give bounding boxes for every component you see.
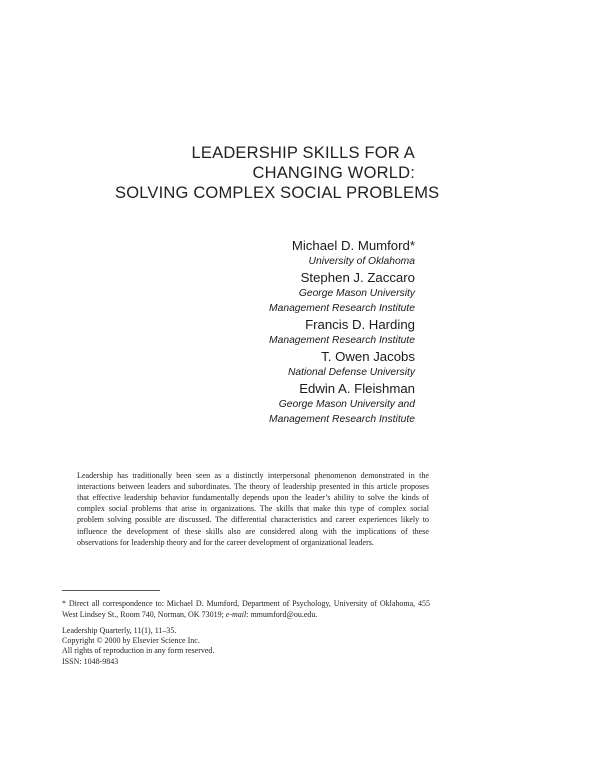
correspondence-footnote [62, 598, 430, 620]
email-address: : mmumford@ou.edu. [246, 610, 318, 619]
title-line: CHANGING WORLD: [252, 164, 415, 182]
author-affiliation: George Mason University [298, 288, 415, 299]
author-affiliation: Management Research Institute [269, 335, 415, 346]
copyright-line: Copyright © 2000 by Elsevier Science Inc. [62, 636, 200, 646]
author-affiliation: George Mason University and [278, 399, 415, 410]
author-name: T. Owen Jacobs [321, 349, 415, 364]
author-name: Michael D. Mumford* [291, 238, 415, 253]
paper-title [115, 143, 440, 203]
author-block [95, 237, 415, 269]
footnote-divider [62, 590, 160, 591]
title-line: SOLVING COMPLEX SOCIAL PROBLEMS [115, 184, 440, 202]
footnote-text: * Direct all correspondence to: Michael D. Mumford, Department of Psychology, University of Oklahoma, 455 West Lindsey St., Room 740, Norman, OK 73019; [62, 599, 430, 619]
author-name: Edwin A. Fleishman [299, 381, 415, 396]
author-block [95, 269, 415, 316]
title-line: LEADERSHIP SKILLS FOR A [191, 144, 415, 162]
author-name: Stephen J. Zaccaro [300, 270, 415, 285]
abstract: Leadership has traditionally been seen as a distinctly interpersonal phenomenon demonstrated in the interactions between leaders and subordinates. The theory of leadership presented in this article proposes that effective leadership behavior fundamentally depends upon the leader’s ability to solve the kinds of complex social problems that arise in organizations. The skills that make this type of complex social problem solving possible are discussed. The differential characteristics and career experiences likely to influence the development of these skills also are considered along with the implications of these observations for leadership theory and for the career development of organizational leaders. [77, 471, 429, 547]
author-affiliation: Management Research Institute [269, 303, 415, 314]
author-affiliation: National Defense University [287, 367, 415, 378]
author-affiliation: University of Oklahoma [308, 256, 415, 267]
email-label: e-mail [225, 610, 247, 619]
author-block [95, 316, 415, 348]
journal-citation: Leadership Quarterly, 11(1), 11–35. [62, 626, 177, 635]
author-affiliation: Management Research Institute [269, 414, 415, 425]
author-block [95, 380, 415, 427]
issn-line: ISSN: 1048-9843 [62, 656, 119, 666]
author-list [95, 237, 415, 427]
rights-line: All rights of reproduction in any form reserved. [62, 646, 215, 656]
author-name: Francis D. Harding [305, 317, 415, 332]
author-block [95, 348, 415, 380]
publication-info [62, 626, 422, 667]
